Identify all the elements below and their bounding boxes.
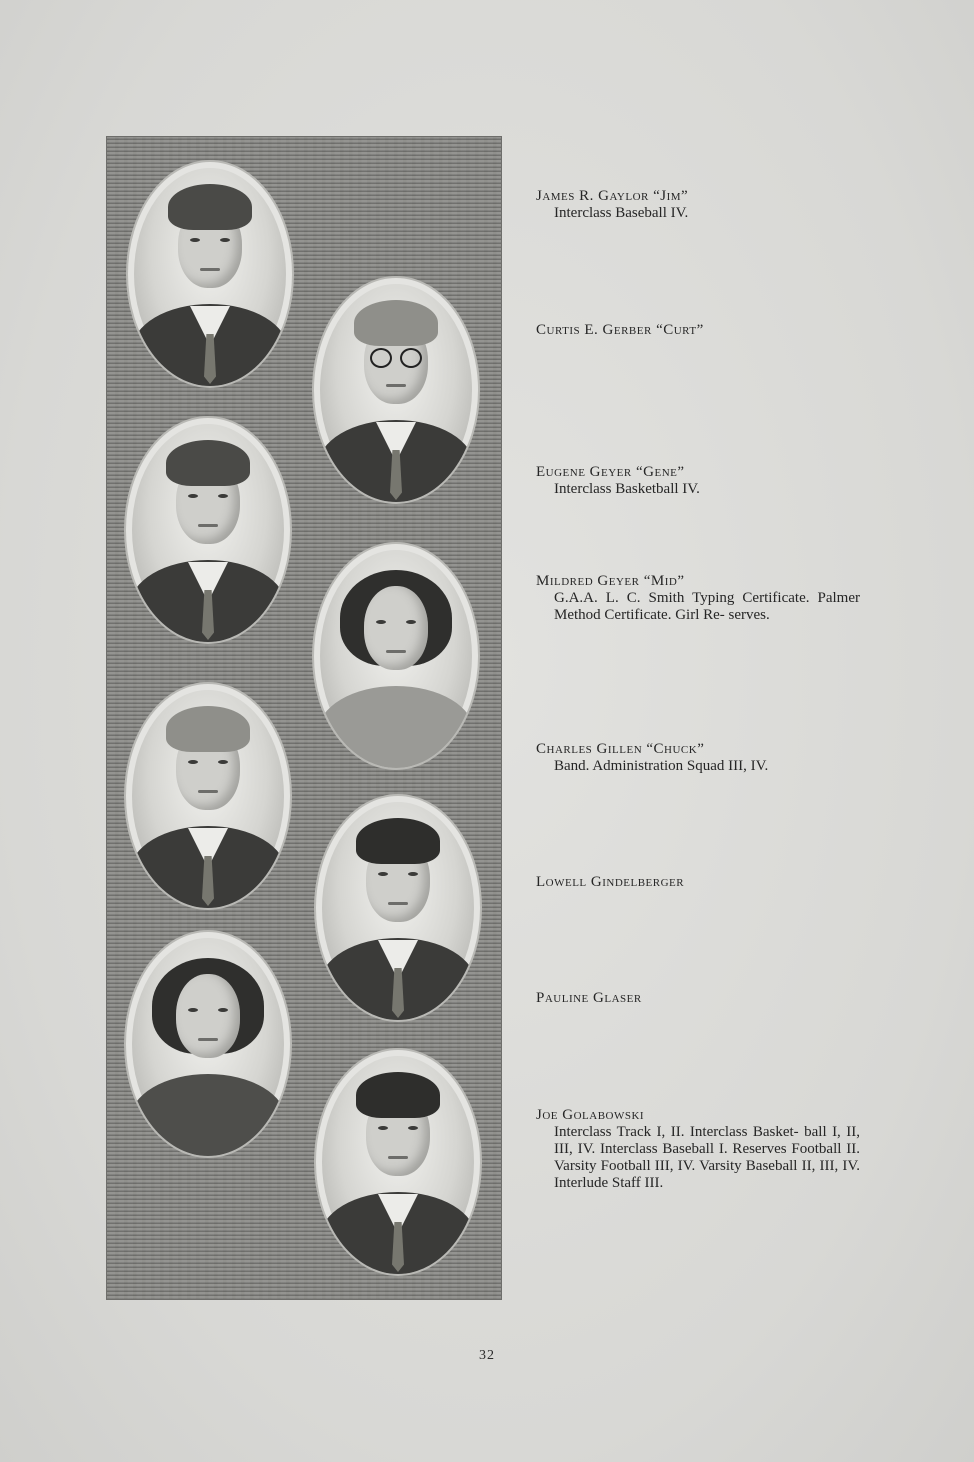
student-name: Charles Gillen “Chuck”	[536, 741, 705, 757]
portrait-pauline-glaser	[126, 932, 290, 1156]
student-name: James R. Gaylor “Jim”	[536, 188, 689, 204]
student-name: Eugene Geyer “Gene”	[536, 464, 685, 480]
portrait-lowell-gindelberger	[316, 796, 480, 1020]
student-entry-james-gaylor	[536, 188, 860, 222]
student-entry-charles-gillen	[536, 741, 860, 775]
student-activities: Interclass Baseball IV.	[554, 205, 689, 221]
student-name: Curtis E. Gerber “Curt”	[536, 322, 704, 338]
portrait-eugene-geyer	[126, 418, 290, 642]
portrait-panel	[106, 136, 502, 1300]
student-entry-mildred-geyer	[536, 573, 860, 624]
student-name: Lowell Gindelberger	[536, 874, 685, 890]
student-entry-lowell-gindelberger	[536, 874, 860, 891]
student-entry-eugene-geyer	[536, 464, 860, 498]
student-entry-curtis-gerber	[536, 322, 860, 339]
student-activities: Band. Administration Squad III, IV.	[554, 758, 769, 774]
student-name: Mildred Geyer “Mid”	[536, 573, 685, 589]
page-number: 32	[479, 1348, 495, 1363]
portrait-james-gaylor	[128, 162, 292, 386]
portrait-joe-golabowski	[316, 1050, 480, 1274]
student-entry-joe-golabowski	[536, 1107, 860, 1192]
student-activities: Interclass Track I, II. Interclass Basket- ball I, II, III, IV. Interclass Baseball I. Reserves Football II. Varsity Football III, IV. Varsity Baseball II, III, IV. Interlude Staff III.	[554, 1124, 860, 1191]
student-name: Pauline Glaser	[536, 990, 642, 1006]
portrait-mildred-geyer	[314, 544, 478, 768]
portrait-curtis-gerber	[314, 278, 478, 502]
student-activities: G.A.A. L. C. Smith Typing Certificate. Palmer Method Certificate. Girl Re- serves.	[554, 590, 860, 623]
portrait-charles-gillen	[126, 684, 290, 908]
student-name: Joe Golabowski	[536, 1107, 645, 1123]
student-activities: Interclass Basketball IV.	[554, 481, 700, 497]
student-entry-pauline-glaser	[536, 990, 860, 1007]
